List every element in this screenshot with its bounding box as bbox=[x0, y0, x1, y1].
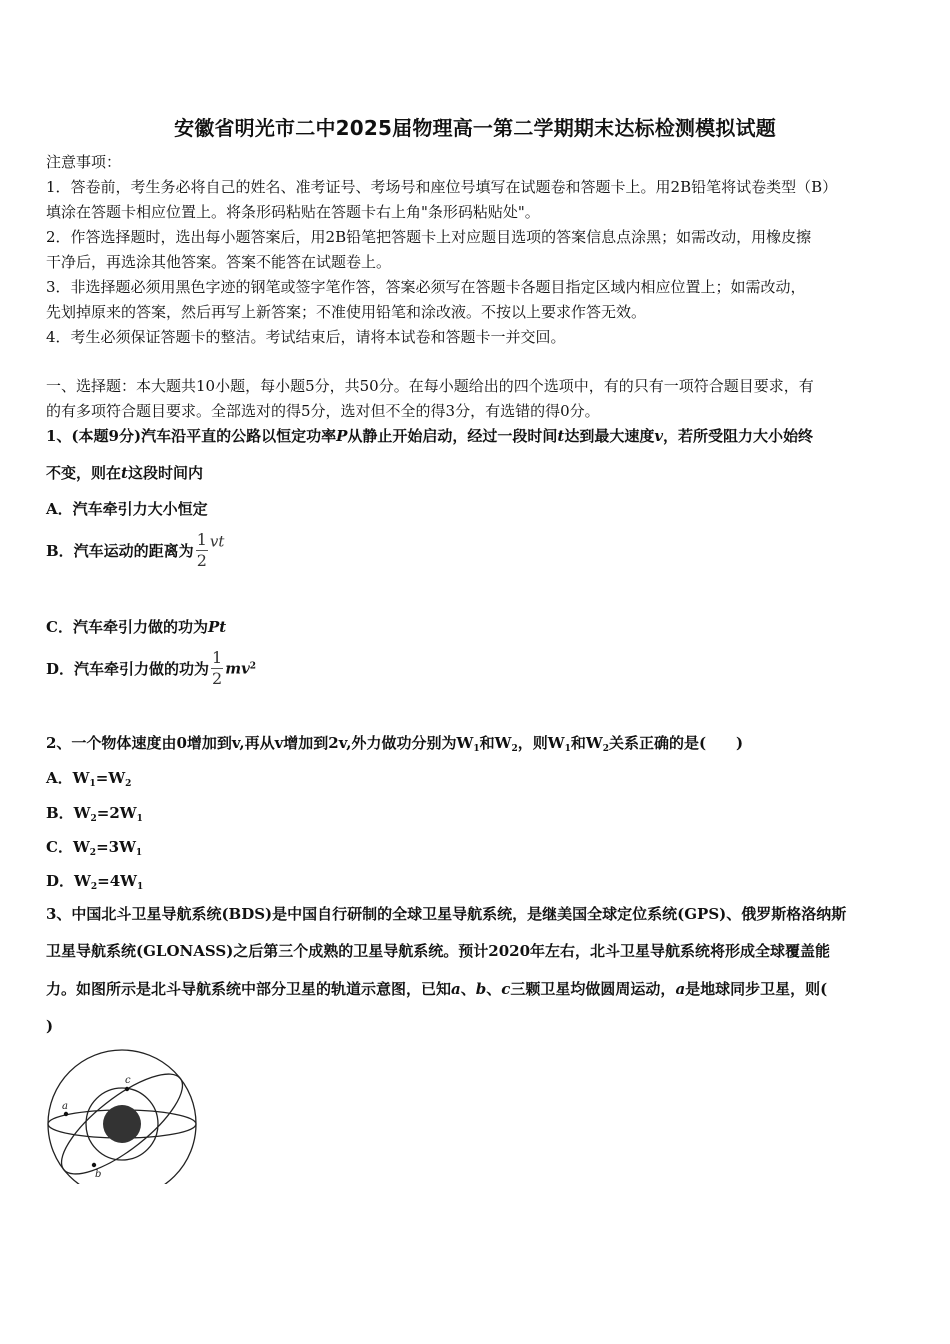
notice-heading: 注意事项： bbox=[46, 153, 122, 171]
label-a: a bbox=[62, 1101, 68, 1112]
label-c: c bbox=[125, 1075, 131, 1086]
section-heading: 的有多项符合题目要求。全部选对的得5分，选对但不全的得3分，有选错的得0分。 bbox=[46, 402, 600, 420]
fraction: $\frac{1}{2}$ bbox=[196, 530, 207, 570]
satellite-c bbox=[125, 1087, 129, 1091]
q2-option-b[interactable]: B．$W_2=2W_1$ bbox=[46, 804, 143, 824]
earth-icon bbox=[103, 1105, 141, 1143]
notice-line: 2．作答选择题时，选出每小题答案后，用2B铅笔把答题卡上对应题目选项的答案信息点涂黑；如需改动，用橡皮擦 bbox=[46, 228, 812, 246]
q2-option-c[interactable]: C．$W_2=3W_1$ bbox=[46, 838, 143, 858]
satellite-a bbox=[64, 1112, 68, 1116]
q1-option-a[interactable]: A．汽车牵引力大小恒定 bbox=[46, 500, 208, 518]
q2-option-d[interactable]: D．$W_2=4W_1$ bbox=[46, 872, 144, 892]
notice-line: 填涂在答题卡相应位置上。将条形码粘贴在答题卡右上角"条形码粘贴处"。 bbox=[46, 203, 540, 221]
q3-stem-line1: 3、中国北斗卫星导航系统(BDS)是中国自行研制的全球卫星导航系统，是继美国全球定位系统(GPS)、俄罗斯格洛纳斯 bbox=[46, 905, 847, 923]
q2-option-a[interactable]: A．$W_1=W_2$ bbox=[46, 769, 132, 789]
satellite-orbit-diagram bbox=[46, 1048, 206, 1184]
q3-stem-line3: 力。如图所示是北斗导航系统中部分卫星的轨道示意图，已知a、b、c三颗卫星均做圆周运动，a是地球同步卫星，则( bbox=[46, 980, 828, 998]
q1-option-b[interactable]: B．汽车运动的距离为 $\frac{1}{2}$ vt bbox=[46, 530, 225, 570]
q3-stem-line4: ) bbox=[46, 1017, 54, 1035]
q1-stem-line2: 不变，则在t这段时间内 bbox=[46, 464, 203, 482]
notice-line: 干净后，再选涂其他答案。答案不能答在试题卷上。 bbox=[46, 253, 392, 271]
q1-option-d[interactable]: D．汽车牵引力做的功为 $\frac{1}{2}$ $mv^2$ bbox=[46, 648, 257, 688]
q1-option-c[interactable]: C．汽车牵引力做的功为Pt bbox=[46, 618, 227, 636]
q3-stem-line2: 卫星导航系统(GLONASS)之后第三个成熟的卫星导航系统。预计2020年左右，北斗卫星导航系统将形成全球覆盖能 bbox=[46, 942, 831, 960]
notice-line: 先划掉原来的答案，然后再写上新答案；不准使用铅笔和涂改液。不按以上要求作答无效。 bbox=[46, 303, 647, 321]
satellite-b bbox=[92, 1163, 96, 1167]
notice-line: 1．答卷前，考生务必将自己的姓名、准考证号、考场号和座位号填写在试题卷和答题卡上。用2B铅笔将试卷类型（B） bbox=[46, 178, 838, 196]
label-b: b bbox=[95, 1169, 102, 1180]
q1-stem-line1: 1、(本题9分)汽车沿平直的公路以恒定功率P从静止开始启动，经过一段时间t达到最大速度v，若所受阻力大小始终 bbox=[46, 427, 814, 445]
notice-line: 4．考生必须保证答题卡的整洁。考试结束后，请将本试卷和答题卡一并交回。 bbox=[46, 328, 566, 346]
page-title: 安徽省明光市二中2025届物理高一第二学期期末达标检测模拟试题 bbox=[174, 116, 776, 140]
fraction: $\frac{1}{2}$ bbox=[212, 648, 223, 688]
notice-line: 3．非选择题必须用黑色字迹的钢笔或签字笔作答，答案必须写在答题卡各题目指定区域内相应位置上；如需改动， bbox=[46, 278, 806, 296]
q2-stem: 2、一个物体速度由0增加到v,再从v增加到2v,外力做功分别为$W_1$和$W_2$，则$W_1$和$W_2$关系正确的是( ) bbox=[46, 734, 744, 754]
section-heading: 一、选择题：本大题共10小题，每小题5分，共50分。在每小题给出的四个选项中，有的只有一项符合题目要求，有 bbox=[46, 377, 814, 395]
